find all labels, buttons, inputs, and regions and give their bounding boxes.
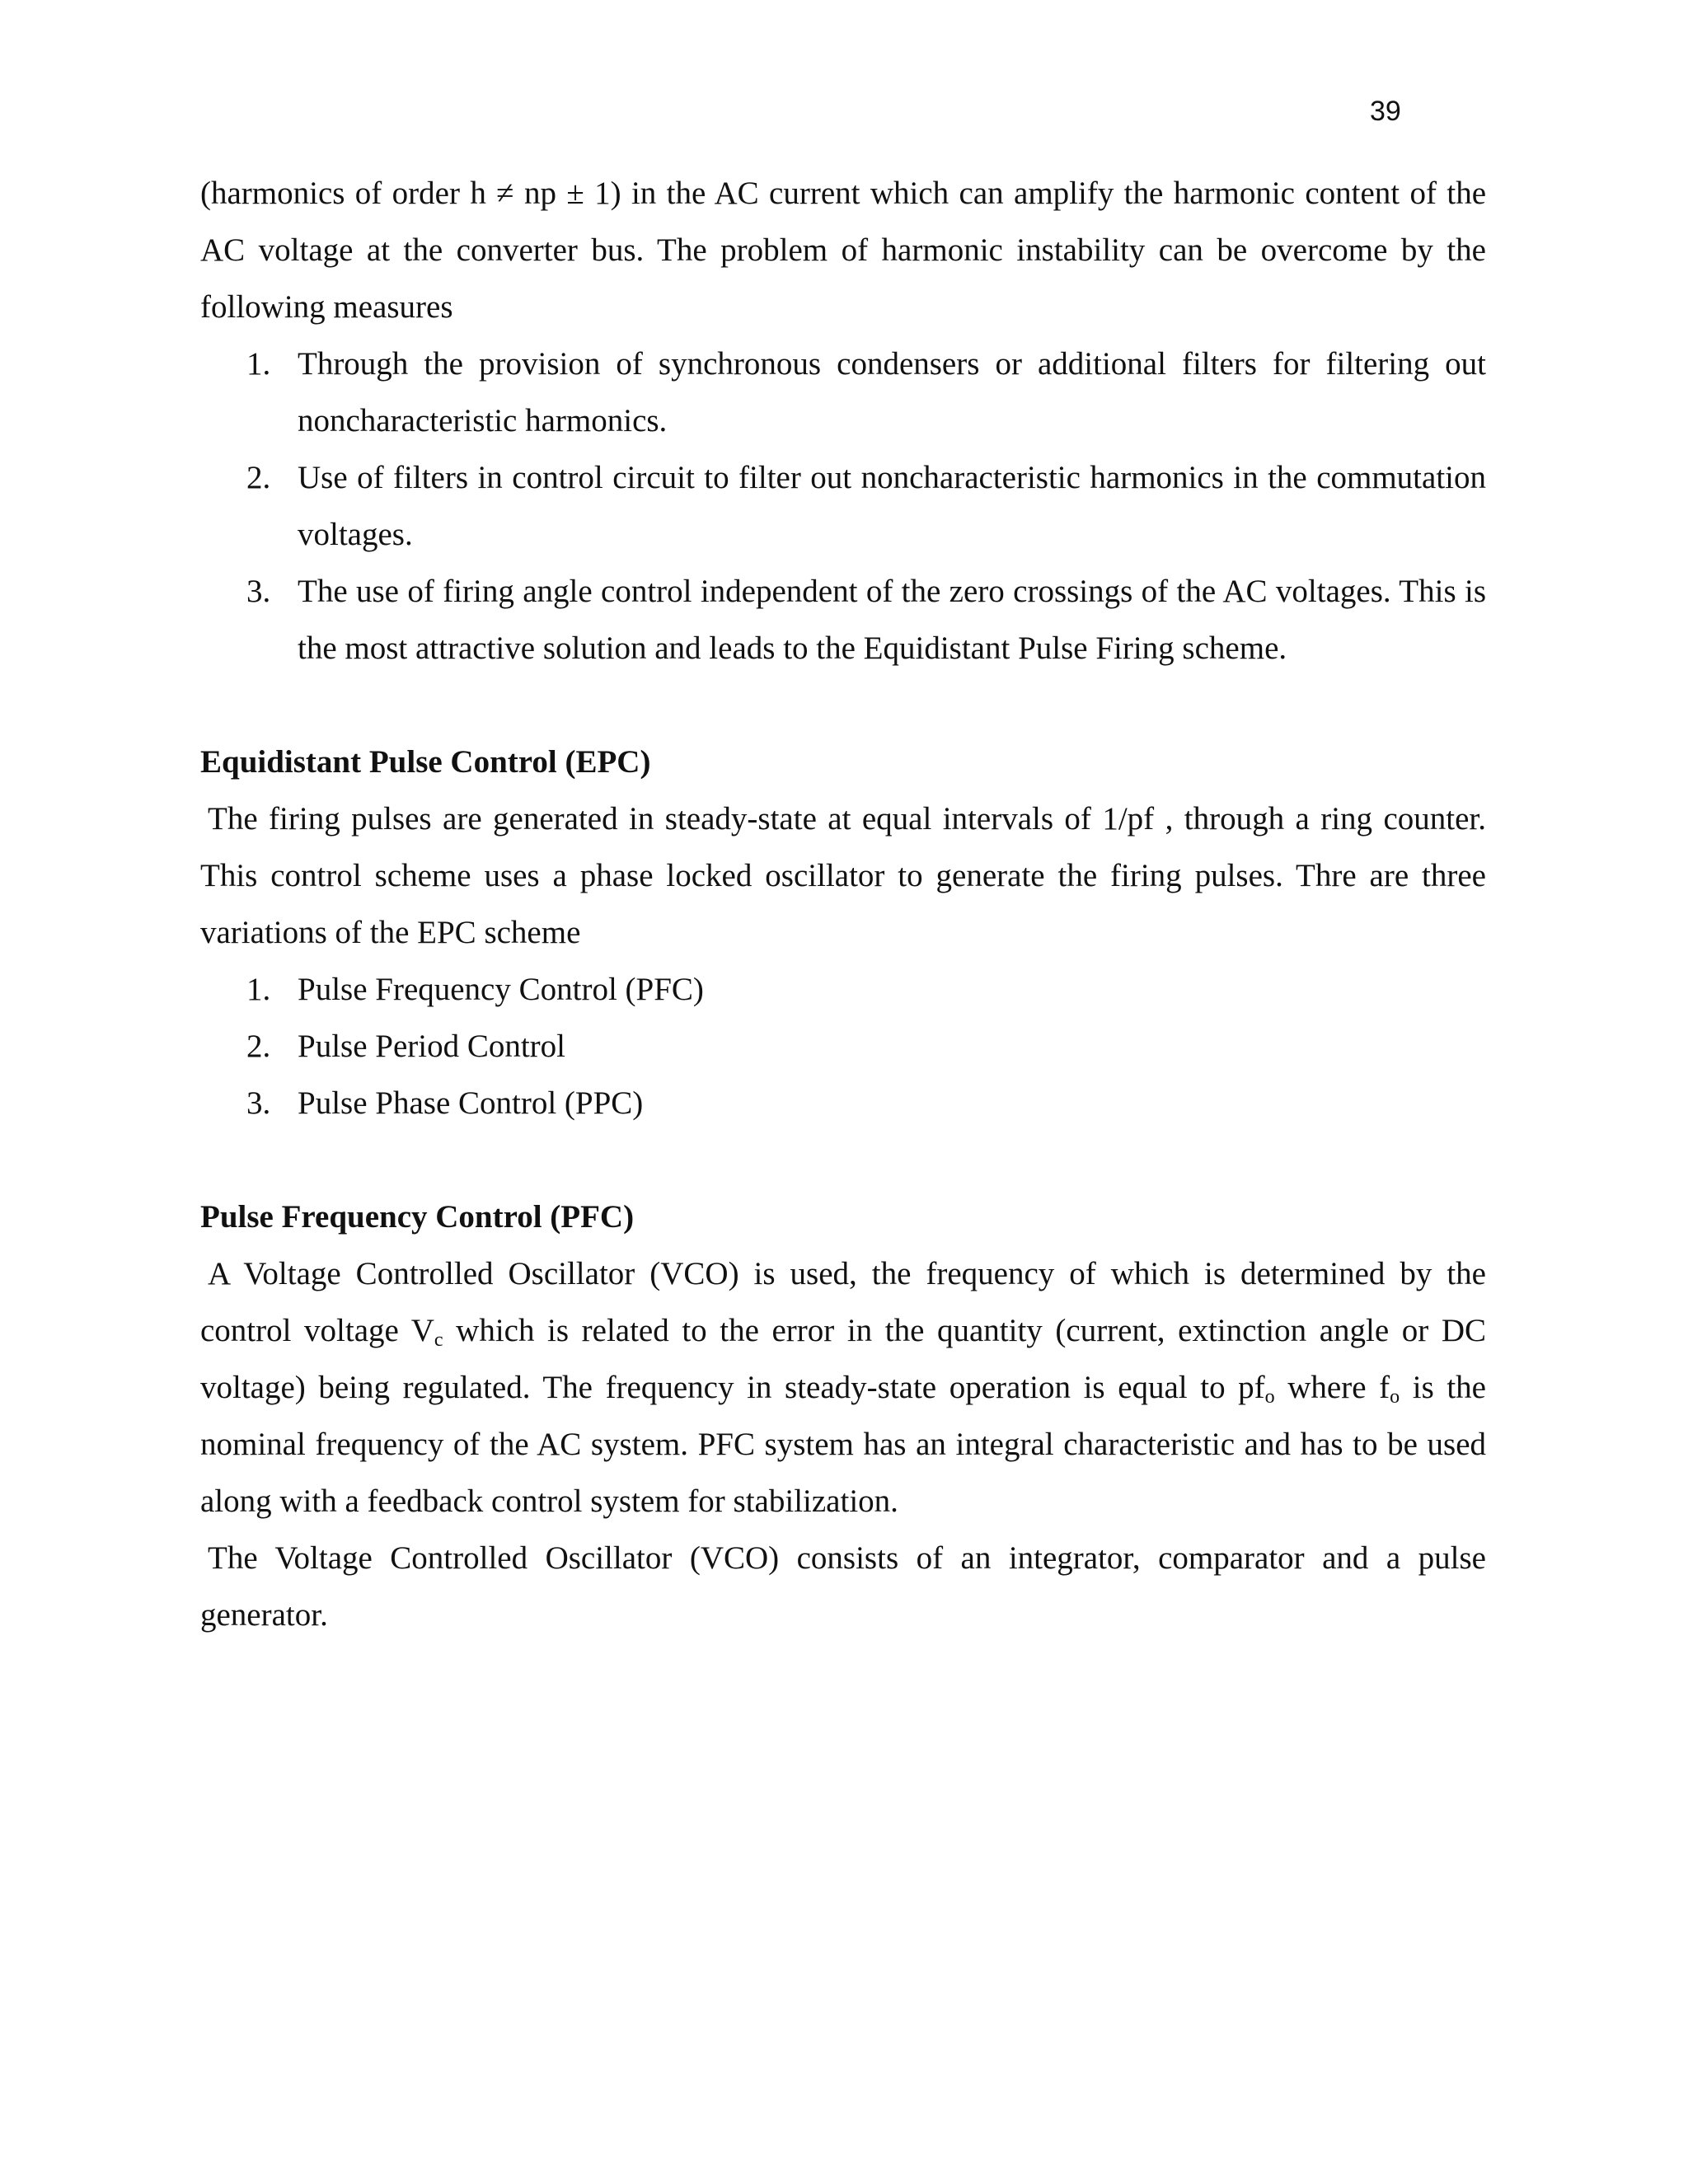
list-item-number: 3. — [246, 574, 271, 609]
subscript: o — [1390, 1386, 1400, 1408]
section-heading-epc: Equidistant Pulse Control (EPC) — [200, 744, 651, 780]
list-item — [200, 1075, 1486, 1132]
vco-paragraph: The Voltage Controlled Oscillator (VCO) consists of an integrator, comparator and a pulse generator. — [200, 1540, 1486, 1633]
intro-section — [200, 165, 1486, 677]
pfc-text-part: where f — [1274, 1370, 1390, 1405]
list-item — [200, 563, 1486, 677]
list-item-number: 2. — [246, 1029, 271, 1064]
subscript: o — [1264, 1386, 1275, 1408]
pfc-text-part: A Voltage Controlled Oscillator (VCO) is used, the frequency of which is determined by the control voltage V — [200, 1256, 1486, 1348]
pfc-text-part: which is related to the error in the quantity (current, extinction angle or DC voltage) being regulated. The frequency in steady-state operation is equal to pf — [200, 1313, 1486, 1405]
section-heading-pfc: Pulse Frequency Control (PFC) — [200, 1199, 635, 1235]
list-item-text: Pulse Frequency Control (PFC) — [298, 972, 704, 1007]
pfc-text-part: is the nominal frequency of the AC system. PFC system has an integral characteristic and has to be used along with a feedback control system for stabilization. — [200, 1370, 1486, 1519]
list-item-number: 1. — [246, 972, 271, 1007]
list-item — [200, 961, 1486, 1018]
list-item-text: Pulse Period Control — [298, 1029, 566, 1064]
epc-paragraph: The firing pulses are generated in steady-state at equal intervals of 1/pf , through a ring counter. This control scheme uses a phase locked oscillator to generate the firing pulses. Thre are three variations of the EPC scheme — [200, 801, 1486, 950]
list-item — [200, 335, 1486, 449]
list-item-text: Through the provision of synchronous condensers or additional filters for filtering out noncharacteristic harmonics. — [298, 346, 1486, 438]
list-item-number: 2. — [246, 460, 271, 495]
list-item-number: 3. — [246, 1085, 271, 1121]
page-content — [200, 165, 1486, 1643]
subscript: c — [434, 1329, 443, 1351]
list-item — [200, 1018, 1486, 1075]
epc-variations-list — [200, 961, 1486, 1132]
list-item-text: Pulse Phase Control (PPC) — [298, 1085, 644, 1121]
list-item — [200, 449, 1486, 563]
section-spacer — [200, 1132, 1486, 1188]
intro-paragraph: (harmonics of order h ≠ np ± 1) in the AC current which can amplify the harmonic content of the AC voltage at the converter bus. The problem of harmonic instability can be overcome by the following measures — [200, 176, 1486, 325]
pfc-section — [200, 1188, 1486, 1643]
list-item-text: The use of firing angle control independent of the zero crossings of the AC voltages. This is the most attractive solution and leads to the Equidistant Pulse Firing scheme. — [298, 574, 1486, 666]
list-item-text: Use of filters in control circuit to filter out noncharacteristic harmonics in the commutation voltages. — [298, 460, 1486, 552]
list-item-number: 1. — [246, 346, 271, 382]
measures-list — [200, 335, 1486, 677]
epc-section — [200, 733, 1486, 1132]
section-spacer — [200, 677, 1486, 733]
pfc-paragraph — [200, 1245, 1486, 1530]
page-number: 39 — [1370, 96, 1401, 127]
